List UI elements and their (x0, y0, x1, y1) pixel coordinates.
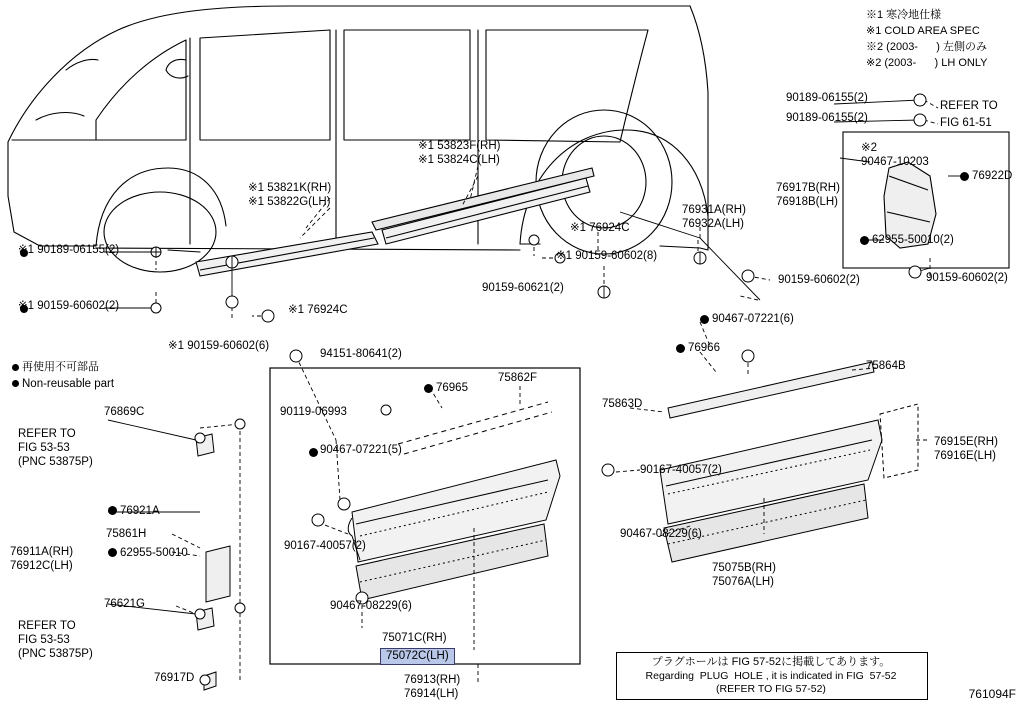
note-cold-area-jp: ※1 寒冷地仕様 (866, 9, 942, 21)
label-90159-60602-2r: 90159-60602(2) (778, 274, 860, 286)
label-53824c: ※1 53824C(LH) (418, 154, 500, 166)
label-90167-40057-2: 90167-40057(2) (284, 540, 366, 552)
label-90189-06155-r2: 90189-06155(2) (786, 112, 868, 124)
label-76912c: 76912C(LH) (10, 560, 73, 572)
label-76869c: 76869C (104, 406, 145, 418)
refer-fig53-a-3: (PNC 53875P) (18, 456, 93, 468)
label-76917b: 76917B(RH) (776, 182, 840, 194)
plug-note-jp: プラグホールは FIG 57-52に掲載してあります。 (651, 656, 891, 668)
bullet-marker (108, 548, 117, 557)
label-90119-06993: 90119-06993 (280, 406, 347, 418)
label-75076a: 75076A(LH) (712, 576, 775, 588)
label-62955-50010-2: 62955-50010(2) (872, 234, 954, 246)
refer-fig61-line2: FIG 61-51 (940, 117, 992, 129)
label-76931a: 76931A(RH) (682, 204, 746, 216)
bullet-marker (424, 384, 433, 393)
legend-nonreusable-jp (12, 360, 99, 374)
note-cold-area-en: ※1 COLD AREA SPEC (866, 25, 980, 37)
label-76915e: 76915E(RH) (934, 436, 998, 448)
label-94151-80641: 94151-80641(2) (320, 348, 402, 360)
label-76921a: 76921A (120, 505, 160, 517)
label-90159-60621-2: 90159-60621(2) (482, 282, 564, 294)
plug-note-ref: (REFER TO FIG 57-52) (716, 683, 826, 695)
label-90159-60602-2rr: 90159-60602(2) (926, 272, 1008, 284)
bullet-marker (108, 506, 117, 515)
label-90189-06155-r1: 90189-06155(2) (786, 92, 868, 104)
label-75863d: 75863D (602, 398, 643, 410)
label-90467-07221-6: 90467-07221(6) (712, 313, 794, 325)
label-62955-50010: 62955-50010 (120, 547, 188, 559)
label-76924c-a: ※1 76924C (570, 222, 630, 234)
label-90159-60602-6: ※1 90159-60602(6) (168, 340, 270, 352)
diagram-code: 761094F (968, 687, 1016, 701)
label-76965: 76965 (436, 382, 468, 394)
label-90189-06155-left: ※1 90189-06155(2) (18, 244, 120, 256)
label-75862f: 75862F (498, 372, 538, 384)
label-76911a: 76911A(RH) (10, 546, 74, 558)
label-90167-40057-2b: 90167-40057(2) (640, 464, 722, 476)
bullet-marker (860, 236, 869, 245)
refer-fig53-a-1: REFER TO (18, 428, 76, 440)
label-90467-07221-5: 90467-07221(5) (320, 444, 402, 456)
legend-text-jp: 再使用不可部品 (22, 361, 99, 373)
label-75072c-text: 75072C(LH) (380, 648, 455, 665)
label-76924c-b: ※1 76924C (288, 304, 348, 316)
label-76922d: 76922D (972, 170, 1013, 182)
refer-fig53-a-2: FIG 53-53 (18, 442, 70, 454)
label-53822g: ※1 53822G(LH) (248, 196, 331, 208)
label-75071c: 75071C(RH) (382, 632, 447, 644)
label-90467-10203: 90467-10203 (861, 156, 929, 168)
label-76966: 76966 (688, 342, 720, 354)
label-90159-60602-8: ※1 90159-60602(8) (556, 250, 658, 262)
legend-bullet-icon (12, 364, 19, 371)
label-53821k: ※1 53821K(RH) (248, 182, 332, 194)
refer-fig53-b-3: (PNC 53875P) (18, 648, 93, 660)
bullet-marker (309, 448, 318, 457)
label-90159-60602-left: ※1 90159-60602(2) (18, 300, 120, 312)
label-76932a: 76932A(LH) (682, 218, 745, 230)
legend-nonreusable-en (12, 378, 114, 391)
label-76913: 76913(RH) (404, 674, 461, 686)
legend-text-en: Non-reusable part (22, 378, 115, 390)
label-75072c-highlighted[interactable] (380, 648, 455, 665)
label-76918b: 76918B(LH) (776, 196, 839, 208)
label-75075b: 75075B(RH) (712, 562, 776, 574)
refer-fig61-line1: REFER TO (940, 100, 998, 112)
label-spec2-mark: ※2 (861, 142, 878, 154)
plug-note-en: Regarding PLUG HOLE , it is indicated in FIG 57-52 (645, 670, 897, 682)
refer-fig53-b-2: FIG 53-53 (18, 634, 70, 646)
refer-fig53-b-1: REFER TO (18, 620, 76, 632)
label-53823f: ※1 53823F(RH) (418, 140, 501, 152)
bullet-marker (676, 344, 685, 353)
label-76916e: 76916E(LH) (934, 450, 997, 462)
label-90467-08229-6: 90467-08229(6) (330, 600, 412, 612)
label-76917d: 76917D (154, 672, 195, 684)
label-75864b: 75864B (866, 360, 906, 372)
note-lh-only-en: ※2 (2003- ) LH ONLY (866, 57, 988, 69)
label-75861h: 75861H (106, 528, 147, 540)
note-lh-only-jp: ※2 (2003- ) 左側のみ (866, 41, 988, 53)
bullet-marker (700, 315, 709, 324)
legend-bullet-icon-2 (12, 380, 19, 387)
label-90467-08229-6b: 90467-08229(6) (620, 528, 702, 540)
label-76914: 76914(LH) (404, 688, 459, 700)
bullet-marker (960, 172, 969, 181)
label-76621g: 76621G (104, 598, 145, 610)
